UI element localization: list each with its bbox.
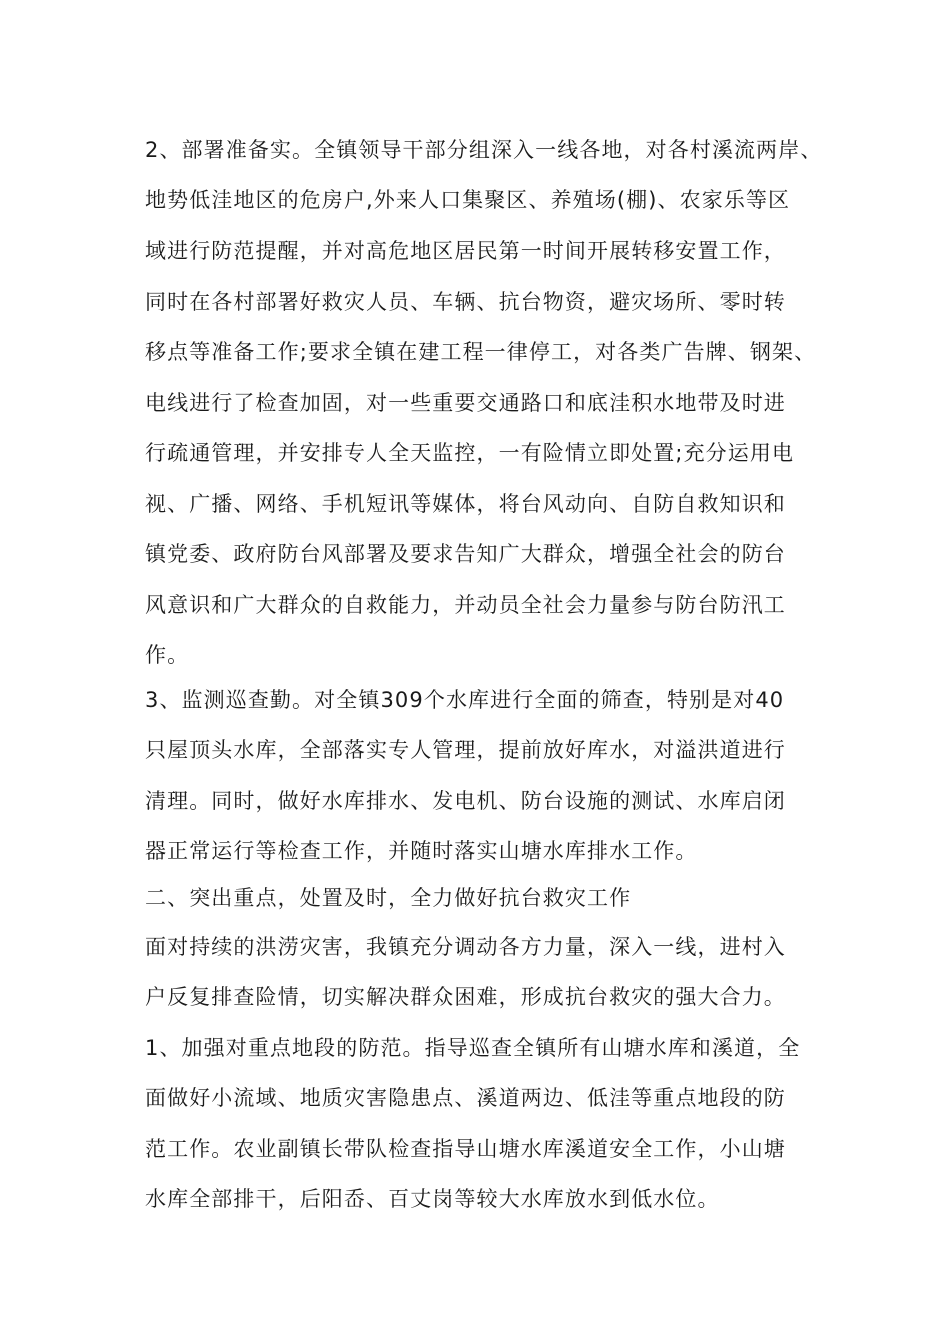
text-line-11: 作。	[145, 643, 190, 667]
text-line-15: 器正常运行等检查工作，并随时落实山塘水库排水工作。	[145, 839, 698, 863]
section-heading: 二、突出重点，处置及时，全力做好抗台救灾工作	[145, 886, 632, 910]
text-line-4: 同时在各村部署好救灾人员、车辆、抗台物资，避灾场所、零时转	[145, 290, 786, 314]
text-line-14: 清理。同时，做好水库排水、发电机、防台设施的测试、水库启闭	[145, 789, 786, 813]
text-line-6: 电线进行了检查加固，对一些重要交通路口和底洼积水地带及时进	[145, 391, 786, 415]
text-line-12: 3、监测巡查勤。对全镇309个水库进行全面的筛查，特别是对40	[145, 688, 785, 712]
text-line-19: 1、加强对重点地段的防范。指导巡查全镇所有山塘水库和溪道，全	[145, 1036, 801, 1060]
text-line-10: 风意识和广大群众的自救能力，并动员全社会力量参与防台防汛工	[145, 593, 786, 617]
text-line-9: 镇党委、政府防台风部署及要求告知广大群众，增强全社会的防台	[145, 542, 786, 566]
text-line-7: 行疏通管理，并安排专人全天监控，一有险情立即处置;充分运用电	[145, 441, 795, 465]
text-line-22: 水库全部排干，后阳岙、百丈岗等较大水库放水到低水位。	[145, 1187, 720, 1211]
text-line-20: 面做好小流域、地质灾害隐患点、溪道两边、低洼等重点地段的防	[145, 1086, 786, 1110]
text-line-21: 范工作。农业副镇长带队检查指导山塘水库溪道安全工作，小山塘	[145, 1137, 786, 1161]
text-line-3: 域进行防范提醒，并对高危地区居民第一时间开展转移安置工作，	[145, 239, 786, 263]
text-line-13: 只屋顶头水库，全部落实专人管理，提前放好库水，对溢洪道进行	[145, 738, 786, 762]
text-line-8: 视、广播、网络、手机短讯等媒体，将台风动向、自防自救知识和	[145, 492, 786, 516]
text-line-5: 移点等准备工作;要求全镇在建工程一律停工，对各类广告牌、钢架、	[145, 340, 817, 364]
text-line-18: 户反复排查险情，切实解决群众困难，形成抗台救灾的强大合力。	[145, 985, 786, 1009]
text-line-2: 地势低洼地区的危房户,外来人口集聚区、养殖场(棚)、农家乐等区	[145, 188, 791, 212]
text-line-1: 2、部署准备实。全镇领导干部分组深入一线各地，对各村溪流两岸、	[145, 138, 823, 162]
text-line-17: 面对持续的洪涝灾害，我镇充分调动各方力量，深入一线，进村入	[145, 935, 786, 959]
